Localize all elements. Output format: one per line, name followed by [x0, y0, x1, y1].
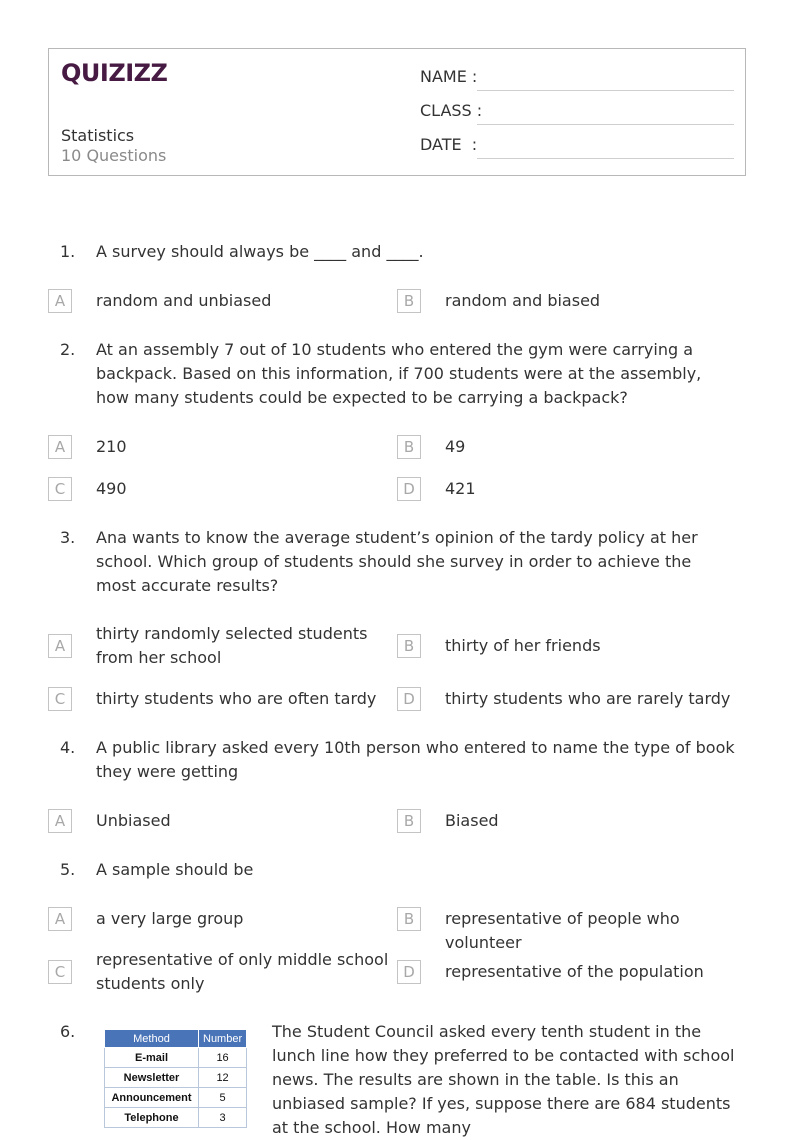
date-label: DATE :	[420, 135, 478, 154]
question-text: The Student Council asked every tenth student in the lunch line how they preferred to be contacted with school news. The results are shown in the table. Is this an unbiased sample? If yes, suppose there are 684 students at the school. How many	[272, 1022, 735, 1137]
table-cell-number: 5	[199, 1088, 247, 1108]
table-cell-number: 3	[199, 1108, 247, 1128]
option-text[interactable]: representative of the population	[445, 962, 704, 981]
option-letter-box[interactable]: B	[397, 809, 421, 833]
option-letter-box[interactable]: A	[48, 907, 72, 931]
option-letter-box[interactable]: D	[397, 687, 421, 711]
option-letter-box[interactable]: A	[48, 634, 72, 658]
option-text[interactable]: thirty students who are rarely tardy	[445, 689, 731, 708]
worksheet-title: Statistics	[61, 126, 135, 145]
name-field[interactable]	[420, 67, 734, 91]
table-cell-method: E-mail	[105, 1048, 199, 1068]
question-text: Ana wants to know the average student’s opinion of the tardy policy at her school. Which group of students should she survey in order to achieve the most accurate results?	[96, 528, 698, 595]
option-letter-box[interactable]: A	[48, 435, 72, 459]
option-text[interactable]: thirty of her friends	[445, 636, 601, 655]
option-text[interactable]: 421	[445, 479, 476, 498]
table-cell-method: Newsletter	[105, 1068, 199, 1088]
question-number: 2.	[60, 340, 76, 359]
option-text[interactable]: Biased	[445, 811, 499, 830]
table-row	[105, 1048, 247, 1068]
option-letter-box[interactable]: D	[397, 477, 421, 501]
question-text: A sample should be	[96, 860, 254, 879]
question-text: At an assembly 7 out of 10 students who entered the gym were carrying a backpack. Based on this information, if 700 students were at the assembly, how many students could be expected to be carrying a backpack?	[96, 340, 702, 407]
option-letter-box[interactable]: B	[397, 289, 421, 313]
option-text[interactable]: 490	[96, 479, 127, 498]
option-letter-box[interactable]: C	[48, 687, 72, 711]
question-number: 1.	[60, 242, 76, 261]
class-field[interactable]	[420, 101, 734, 125]
option-text[interactable]: Unbiased	[96, 811, 171, 830]
name-label: NAME :	[420, 67, 478, 86]
table-cell-number: 12	[199, 1068, 247, 1088]
class-label: CLASS :	[420, 101, 483, 120]
option-letter-box[interactable]: B	[397, 435, 421, 459]
option-text[interactable]: 49	[445, 437, 466, 456]
quizizz-logo: QUIZIZZ	[61, 59, 168, 87]
option-text[interactable]: random and biased	[445, 291, 601, 310]
table-row	[105, 1068, 247, 1088]
option-letter-box[interactable]: D	[397, 960, 421, 984]
worksheet-header	[48, 48, 746, 176]
question-number: 6.	[60, 1022, 76, 1041]
date-line	[477, 158, 734, 159]
table-cell-method: Telephone	[105, 1108, 199, 1128]
option-letter-box[interactable]: B	[397, 634, 421, 658]
option-text[interactable]: thirty students who are often tardy	[96, 689, 377, 708]
option-letter-box[interactable]: A	[48, 809, 72, 833]
option-letter-box[interactable]: C	[48, 960, 72, 984]
question-number: 5.	[60, 860, 76, 879]
option-letter-box[interactable]: B	[397, 907, 421, 931]
option-letter-box[interactable]: A	[48, 289, 72, 313]
contact-method-table	[104, 1029, 247, 1128]
question-count: 10 Questions	[61, 146, 167, 165]
table-header-method: Method	[105, 1030, 199, 1048]
option-text[interactable]: 210	[96, 437, 127, 456]
table-header-number: Number	[199, 1030, 247, 1048]
date-field[interactable]	[420, 135, 734, 159]
option-text[interactable]: thirty randomly selected students from her school	[96, 624, 368, 667]
class-line	[477, 124, 734, 125]
option-letter-box[interactable]: C	[48, 477, 72, 501]
table-row	[105, 1088, 247, 1108]
question-number: 4.	[60, 738, 76, 757]
question-text: A public library asked every 10th person who entered to name the type of book they were getting	[96, 738, 735, 781]
question-number: 3.	[60, 528, 76, 547]
name-line	[477, 90, 734, 91]
option-text[interactable]: random and unbiased	[96, 291, 272, 310]
table-header-row	[105, 1030, 247, 1048]
table-cell-method: Announcement	[105, 1088, 199, 1108]
option-text[interactable]: representative of only middle school students only	[96, 950, 389, 993]
option-text[interactable]: representative of people who volunteer	[445, 909, 680, 952]
option-text[interactable]: a very large group	[96, 909, 244, 928]
table-cell-number: 16	[199, 1048, 247, 1068]
question-text: A survey should always be ____ and ____.	[96, 242, 424, 261]
table-row	[105, 1108, 247, 1128]
